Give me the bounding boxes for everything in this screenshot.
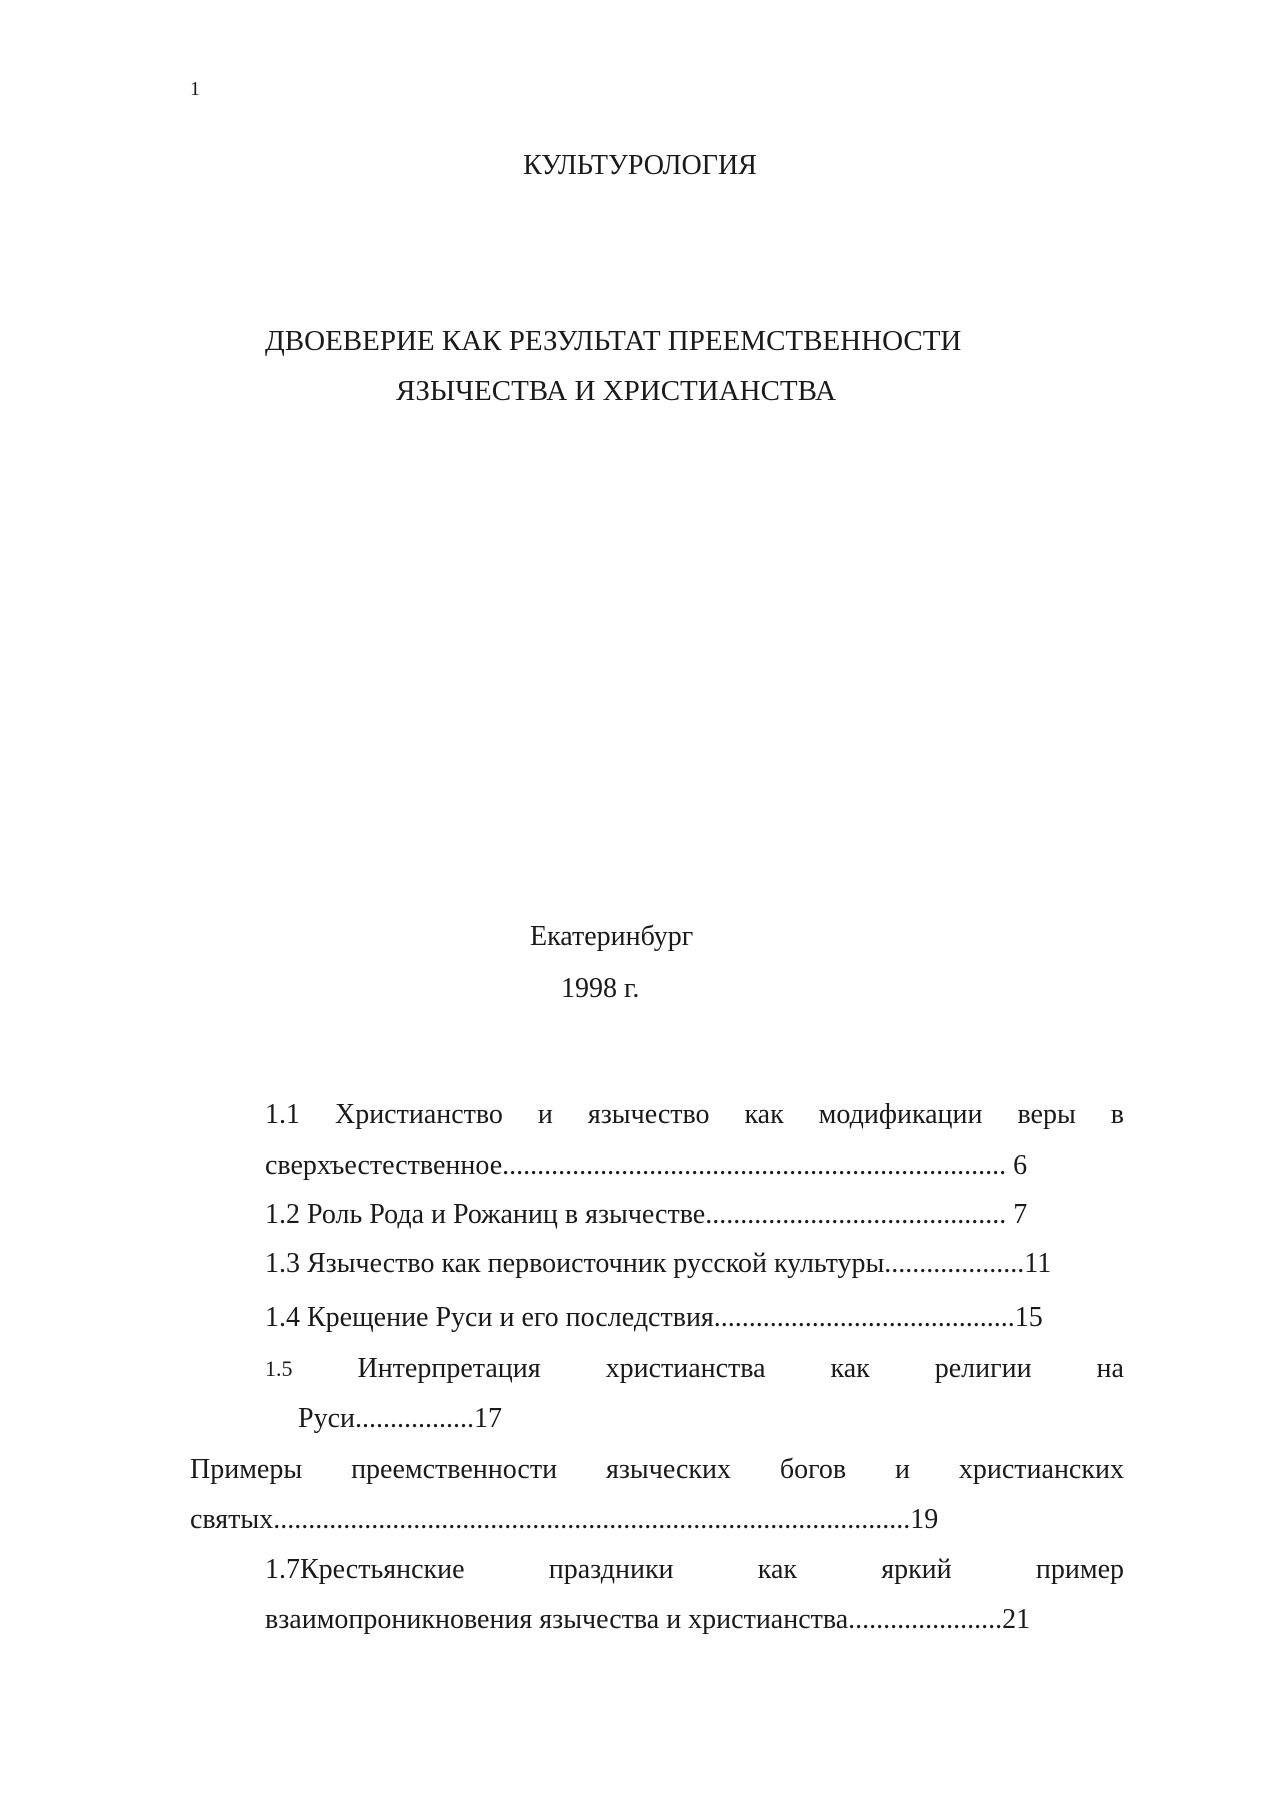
toc-entry-1-1-line-2: сверхъестественное........................................................................ 6 <box>265 1150 1028 1181</box>
toc-word: языческих <box>605 1454 731 1485</box>
toc-word: как <box>757 1554 797 1585</box>
subject-heading: КУЛЬТУРОЛОГИЯ <box>523 150 757 181</box>
page-number: 1 <box>190 78 200 100</box>
toc-word: Христианство <box>334 1099 503 1130</box>
toc-word: на <box>1096 1353 1124 1384</box>
toc-word: в <box>1110 1099 1124 1130</box>
toc-word: 1.7Крестьянские <box>265 1554 465 1585</box>
toc-word: веры <box>1017 1099 1076 1130</box>
toc-entry-1-1-line-1 <box>265 1097 1124 1133</box>
toc-word: Интерпретация <box>357 1353 541 1384</box>
toc-word: язычество <box>587 1099 710 1130</box>
toc-entry-1-7-line-1 <box>265 1552 1124 1588</box>
toc-word: христианских <box>958 1454 1124 1485</box>
toc-entry-1-4: 1.4 Крещение Руси и его последствия...........................................15 <box>265 1302 1043 1333</box>
toc-entry-1-3: 1.3 Язычество как первоисточник русской культуры....................11 <box>265 1248 1052 1279</box>
toc-word: религии <box>934 1353 1032 1384</box>
toc-word: Примеры <box>190 1454 303 1485</box>
toc-word: и <box>537 1099 553 1130</box>
toc-entry-1-5-line-1 <box>265 1351 1124 1387</box>
title-line-2: ЯЗЫЧЕСТВА И ХРИСТИАНСТВА <box>396 375 837 407</box>
toc-entry-1-6-line-2: святых...........................................................................................19 <box>190 1504 939 1535</box>
toc-entry-1-2: 1.2 Роль Рода и Рожаниц в язычестве........................................... 7 <box>265 1199 1028 1230</box>
toc-word: яркий <box>881 1554 952 1585</box>
toc-entry-1-6-line-1 <box>190 1452 1124 1488</box>
toc-number: 1.5 <box>265 1356 293 1381</box>
title-line-1: ДВОЕВЕРИЕ КАК РЕЗУЛЬТАТ ПРЕЕМСТВЕННОСТИ <box>265 325 962 357</box>
toc-word: и <box>895 1454 910 1485</box>
toc-word: 1.1 <box>265 1099 300 1130</box>
toc-word: преемственности <box>351 1454 558 1485</box>
toc-word: богов <box>779 1454 847 1485</box>
toc-word: пример <box>1035 1554 1124 1585</box>
toc-entry-1-7-line-2: взаимопроникновения язычества и христианства......................21 <box>265 1604 1031 1635</box>
toc-word: модификации <box>818 1099 983 1130</box>
toc-entry-1-5-line-2: Руси.................17 <box>298 1403 502 1434</box>
toc-word: праздники <box>548 1554 674 1585</box>
toc-word: как <box>830 1353 870 1384</box>
place: Екатеринбург <box>530 921 694 952</box>
year: 1998 г. <box>561 973 640 1004</box>
toc-word: христианства <box>605 1353 766 1384</box>
toc-word: как <box>744 1099 784 1130</box>
